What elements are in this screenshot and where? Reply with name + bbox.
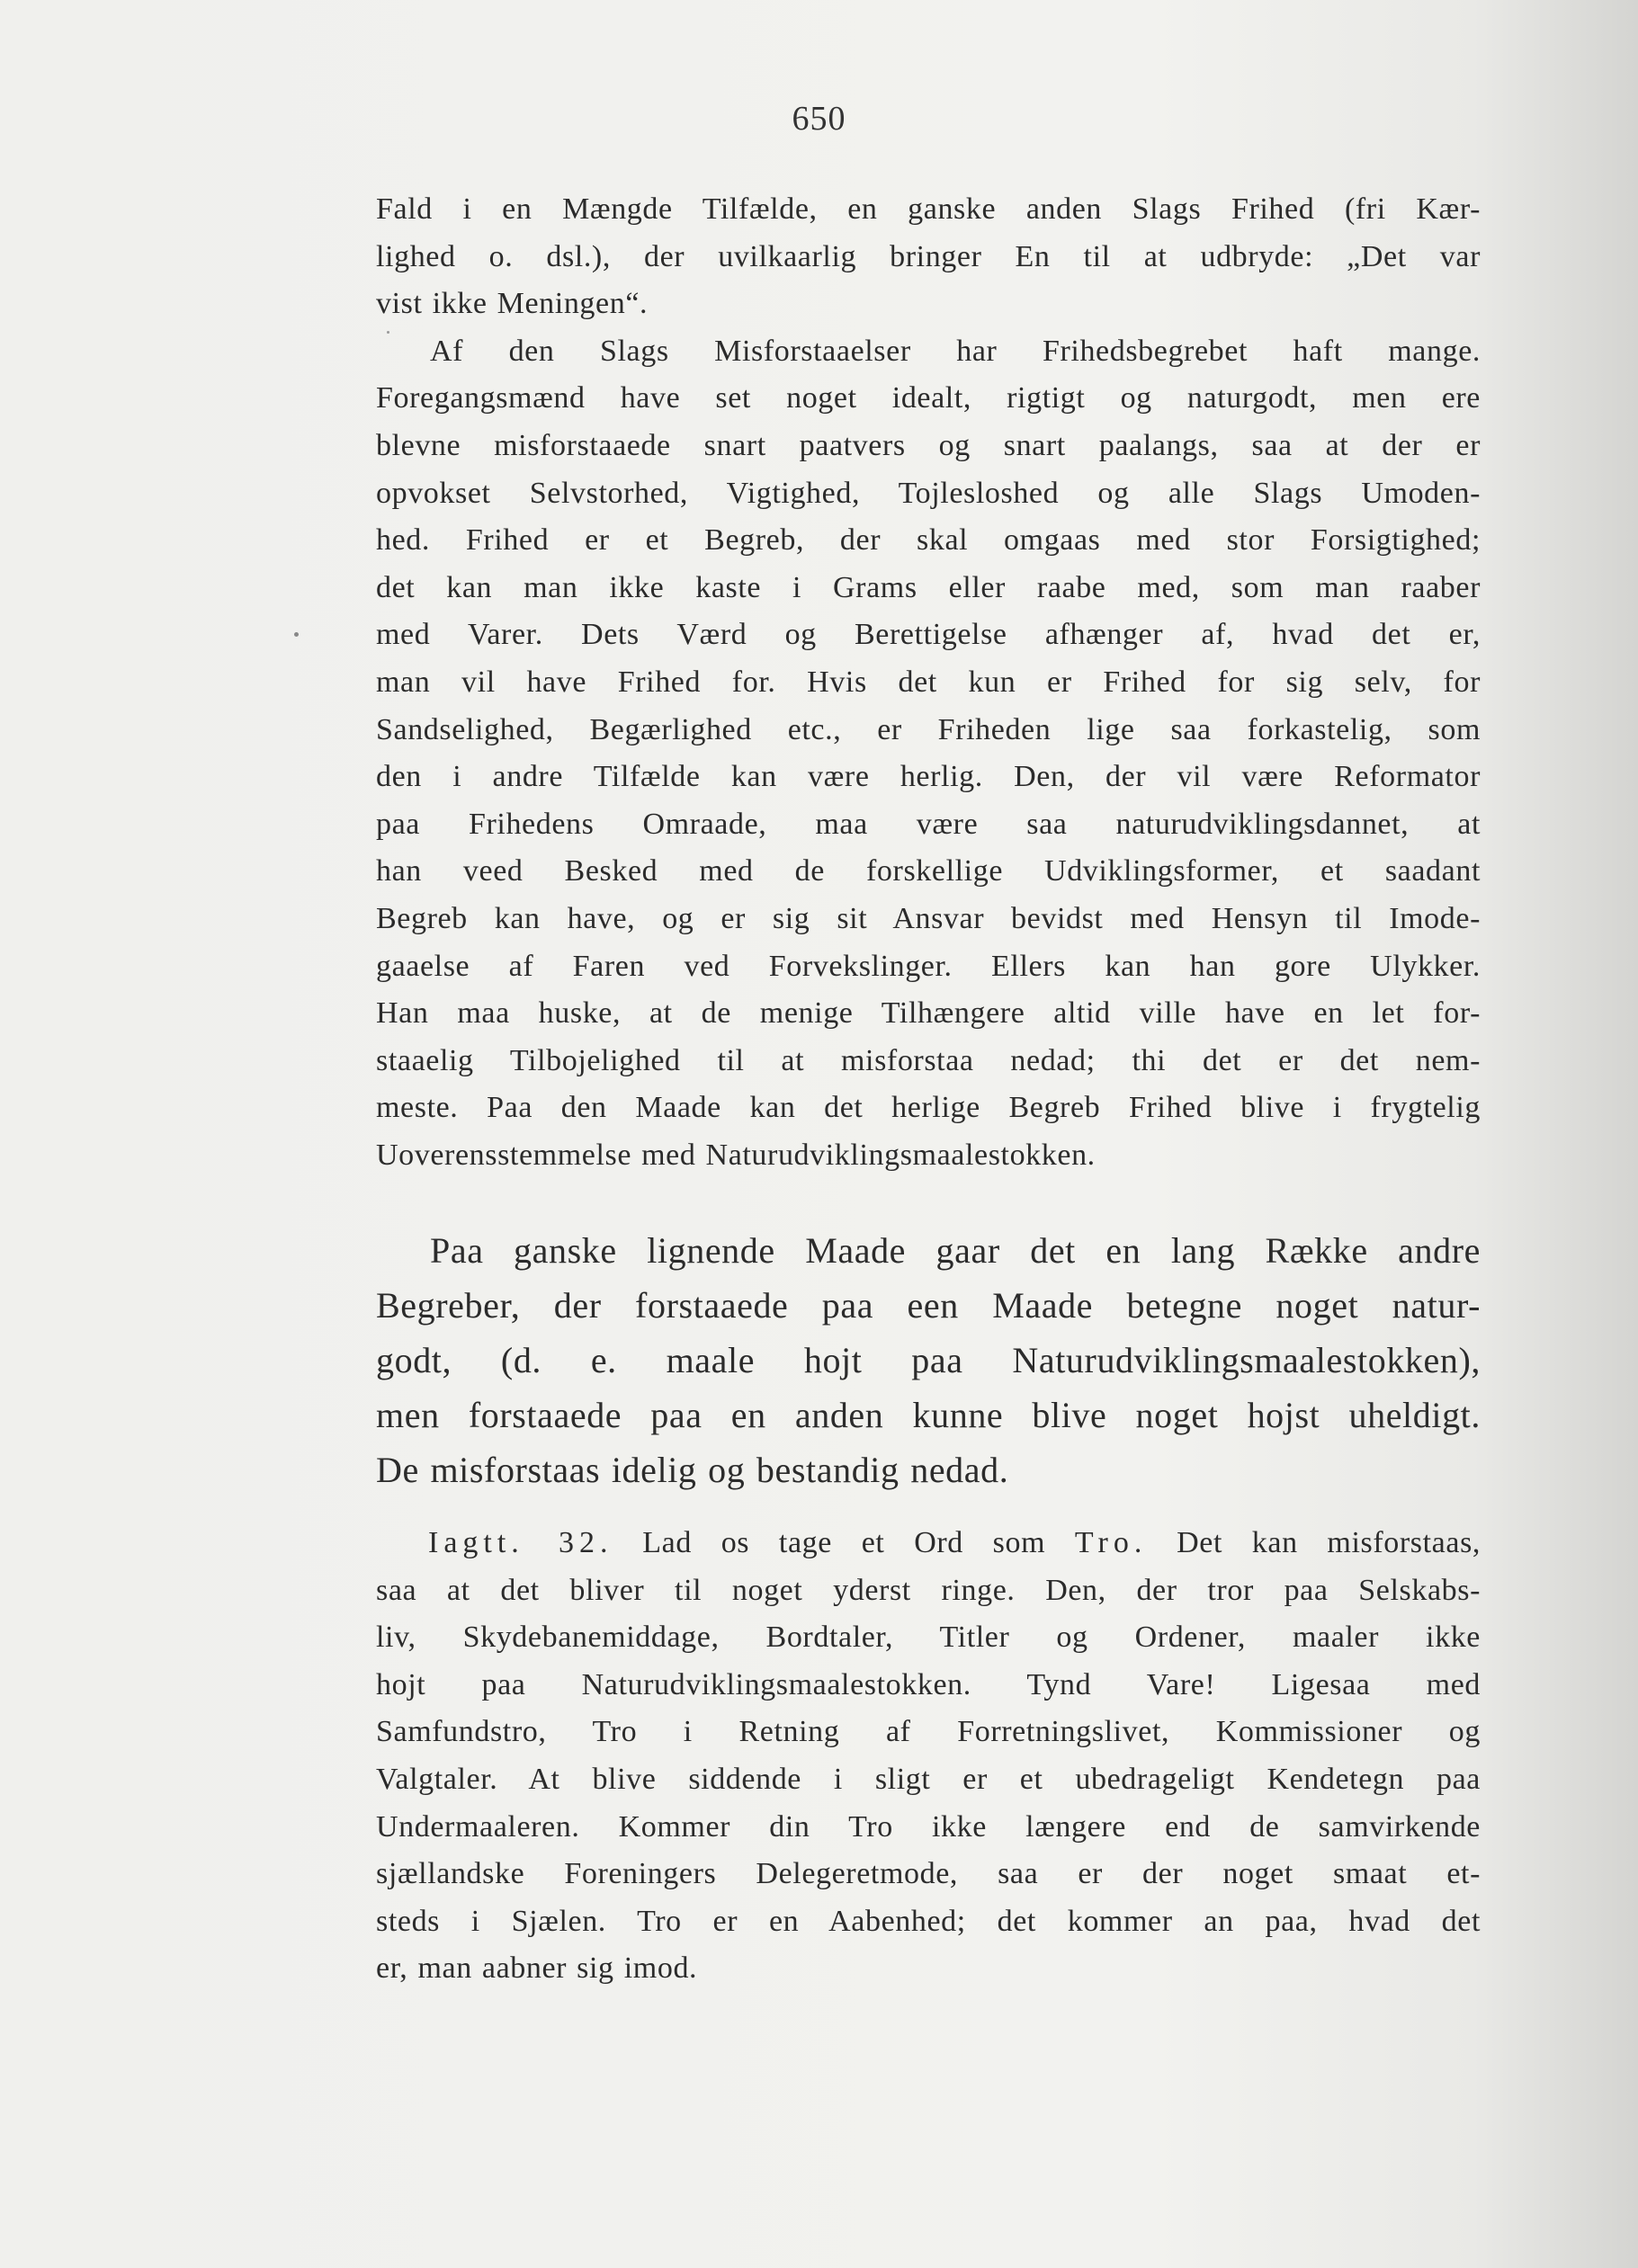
text-line: med Varer. Dets Værd og Berettigelse afhænger af, hvad det er, [376,618,1481,652]
text-line: staaelig Tilbojelighed til at misforstaa nedad; thi det er det nem- [376,1043,1481,1077]
text-line: lighed o. dsl.), der uvilkaarlig bringer En til at udbryde: „Det var [376,239,1481,273]
text-line: Undermaaleren. Kommer din Tro ikke længere end de samvirkende [376,1809,1481,1844]
observation-label: Iagtt. 32. [428,1526,613,1559]
text-line: vist ikke Meningen“. [376,287,649,321]
emphasized-word: Tro. [1074,1526,1148,1559]
text-line: De misforstaas idelig og bestandig nedad. [376,1450,1009,1490]
text-line: meste. Paa den Maade kan det herlige Begreb Frihed blive i frygtelig [376,1091,1481,1125]
text-line: Af den Slags Misforstaaelser har Frihedsbegrebet haft mange. [430,334,1481,368]
text-line: Foregangsmænd have set noget idealt, rigtigt og naturgodt, men ere [376,381,1481,415]
first-line-text: Lad os tage et Ord som [642,1526,1046,1559]
text-line: det kan man ikke kaste i Grams eller raabe med, som man raaber [376,570,1481,604]
page-number: 650 [792,100,846,138]
text-line: gaaelse af Faren ved Forvekslinger. Ellers kan han gore Ulykker. [376,949,1481,983]
text-line: opvokset Selvstorhed, Vigtighed, Tojlesloshed og alle Slags Umoden- [376,476,1481,510]
text-line: er, man aabner sig imod. [376,1951,698,1986]
text-line: man vil have Frihed for. Hvis det kun er Frihed for sig selv, for [376,665,1481,699]
text-line: sjællandske Foreningers Delegeretmode, saa er der noget smaat et- [376,1857,1481,1891]
text-line: Begreber, der forstaaede paa een Maade betegne noget natur- [376,1285,1481,1326]
text-line: blevne misforstaaede snart paatvers og snart paalangs, saa at der er [376,428,1481,462]
text-line: godt, (d. e. maale hojt paa Naturudviklingsmaalestokken), [376,1340,1481,1380]
text-line: Valgtaler. At blive siddende i sligt er et ubedrageligt Kendetegn paa [376,1762,1481,1796]
paragraph-1 [376,186,1481,1179]
paragraph-2 [376,1223,1481,1497]
text-line: Han maa huske, at de menige Tilhængere altid ville have en let for- [376,996,1481,1031]
text-line: den i andre Tilfælde kan være herlig. Den, der vil være Reformator [376,760,1481,794]
text-line: Sandselighed, Begærlighed etc., er Friheden lige saa forkastelig, som [376,712,1481,746]
margin-mark [294,632,299,637]
text-line: Fald i en Mængde Tilfælde, en ganske anden Slags Frihed (fri Kær- [376,192,1481,226]
text-line: Samfundstro, Tro i Retning af Forretningslivet, Kommissioner og [376,1715,1481,1749]
text-line: liv, Skydebanemiddage, Bordtaler, Titler og Ordener, maaler ikke [376,1621,1481,1655]
first-line-tail: Det kan misforstaas, [1177,1526,1481,1559]
text-line: saa at det bliver til noget yderst ringe. Den, der tror paa Selskabs- [376,1573,1481,1607]
text-line: Uoverensstemmelse med Naturudviklingsmaalestokken. [376,1138,1096,1172]
text-line: Paa ganske lignende Maade gaar det en lang Række andre [430,1230,1481,1271]
text-line: hed. Frihed er et Begreb, der skal omgaas med stor Forsigtighed; [376,523,1481,558]
paragraph-3 [376,1520,1481,1993]
text-line: steds i Sjælen. Tro er en Aabenhed; det kommer an paa, hvad det [376,1904,1481,1938]
text-line: paa Frihedens Omraade, maa være saa naturudviklingsdannet, at [376,807,1481,841]
text-line: men forstaaede paa en anden kunne blive noget hojst uheldigt. [376,1395,1481,1435]
paragraph-3-first-line [376,1520,1481,1567]
text-line: hojt paa Naturudviklingsmaalestokken. Tynd Vare! Ligesaa med [376,1667,1481,1701]
text-line: Begreb kan have, og er sig sit Ansvar bevidst med Hensyn til Imode- [376,901,1481,935]
text-line: han veed Besked med de forskellige Udviklingsformer, et saadant [376,854,1481,888]
